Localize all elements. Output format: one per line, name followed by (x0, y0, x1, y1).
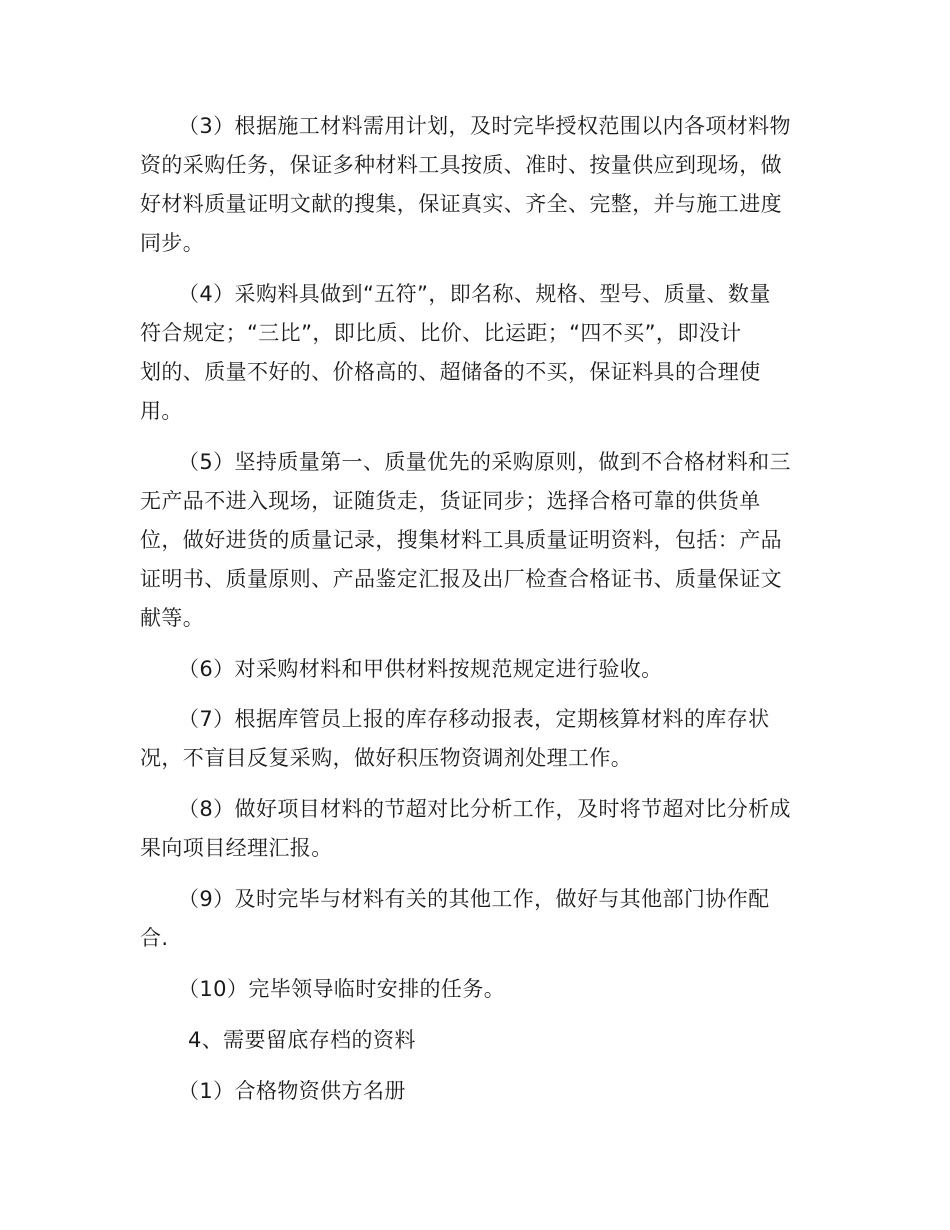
paragraph-3-line-4: 同步。 (140, 231, 205, 255)
paragraph-9-line-2: 合. (140, 926, 169, 950)
paragraph-5-line-5: 献等。 (140, 606, 205, 630)
paragraph-6-line-1: （6）对采购材料和甲供材料按规范规定进行验收。 (178, 657, 663, 681)
paragraph-3-line-1: （3）根据施工材料需用计划，及时完毕授权范围以内各项材料物 (178, 114, 791, 138)
paragraph-7-line-2: 况，不盲目反复采购，做好积压物资调剂处理工作。 (140, 746, 633, 770)
paragraph-4-line-4: 用。 (140, 399, 183, 423)
paragraph-5-line-3: 位，做好进货的质量记录，搜集材料工具质量证明资料，包括：产品 (140, 528, 782, 552)
paragraph-3-line-3: 好材料质量证明文献的搜集，保证真实、齐全、完整，并与施工进度 (140, 192, 782, 216)
paragraph-9-line-1: （9）及时完毕与材料有关的其他工作，做好与其他部门协作配 (178, 887, 770, 911)
paragraph-3-line-2: 资的采购任务，保证多种材料工具按质、准时、按量供应到现场，做 (140, 153, 782, 177)
paragraph-8-line-1: （8）做好项目材料的节超对比分析工作，及时将节超对比分析成 (178, 797, 791, 821)
paragraph-8-line-2: 果向项目经理汇报。 (140, 836, 333, 860)
section-heading-4: 4、需要留底存档的资料 (188, 1028, 416, 1052)
archive-item-1: （1）合格物资供方名册 (178, 1079, 406, 1103)
paragraph-5-line-1: （5）坚持质量第一、质量优先的采购原则，做到不合格材料和三 (178, 450, 791, 474)
paragraph-7-line-1: （7）根据库管员上报的库存移动报表，定期核算材料的库存状 (178, 707, 770, 731)
paragraph-4-line-1: （4）采购料具做到“五符”，即名称、规格、型号、质量、数量 (178, 282, 771, 306)
paragraph-4-line-3: 划的、质量不好的、价格高的、超储备的不买，保证料具的合理使 (140, 360, 761, 384)
paragraph-4-line-2: 符合规定；“三比”，即比质、比价、比运距；“四不买”，即没计 (140, 321, 742, 345)
paragraph-5-line-2: 无产品不进入现场，证随货走，货证同步；选择合格可靠的供货单 (140, 489, 761, 513)
paragraph-10-line-1: （10）完毕领导临时安排的任务。 (178, 977, 506, 1001)
paragraph-5-line-4: 证明书、质量原则、产品鉴定汇报及出厂检查合格证书、质量保证文 (140, 567, 782, 591)
